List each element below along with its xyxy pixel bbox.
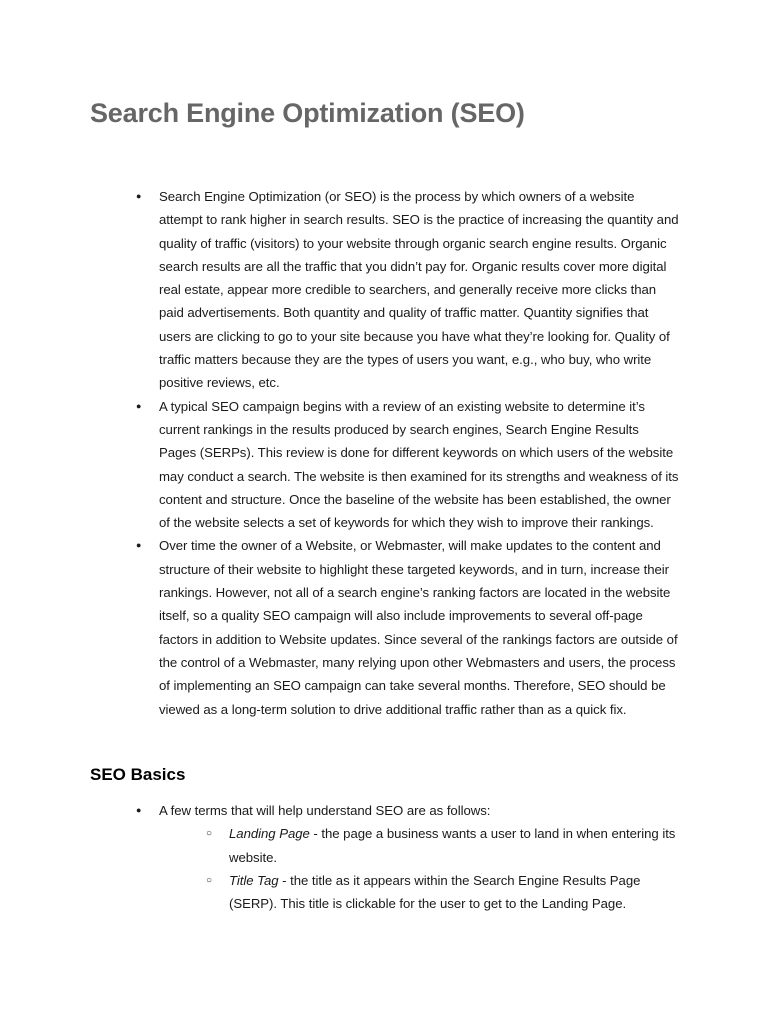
term-definition: - the page a business wants a user to land in when entering its website. [229, 826, 676, 865]
seo-terms-list [159, 822, 679, 915]
seo-basics-bullet [159, 799, 679, 915]
document-title: Search Engine Optimization (SEO) [90, 98, 525, 128]
intro-bullet-list [159, 185, 679, 721]
term-name: Landing Page [229, 826, 310, 842]
intro-bullet: ● Search Engine Optimization (or SEO) is the process by which owners of a website attempt to rank higher in search results. SEO is the practice of increasing the quantity and quality of traffic (visitors) to your website through organic search engine results. Organic search results are all the traffic that you didn’t pay for. Organic results cover more digital real estate, appear more credible to searchers, and generally receive more clicks than paid advertisements. Both quantity and quality of traffic matter. Quantity signifies that users are clicking to go to your site because you have what they’re looking for. Quality of traffic matters because they are the types of users you want, e.g., who buy, who write positive reviews, etc. [159, 185, 679, 395]
seo-basics-list [159, 799, 679, 915]
intro-bullet: ● A typical SEO campaign begins with a review of an existing website to determine it’s current rankings in the results produced by search engines, Search Engine Results Pages (SERPs). This review is done for different keywords on which users of the website may conduct a search. The website is then examined for its strengths and weakness of its content and structure. Once the baseline of the website has been established, the owner of the website selects a set of keywords for which they wish to improve their rankings. [159, 395, 679, 535]
seo-basics-lead-text: A few terms that will help understand SEO are as follows: [159, 803, 491, 818]
seo-basics-heading: SEO Basics [90, 765, 186, 784]
intro-bullet: ● Over time the owner of a Website, or Webmaster, will make updates to the content and structure of their website to highlight these targeted keywords, and in turn, increase their rankings. However, not all of a search engine’s ranking factors are located in the website itself, so a quality SEO campaign will also include improvements to several off-page factors in addition to Website updates. Since several of the rankings factors are outside of the control of a Webmaster, many relying upon other Webmasters and users, the process of implementing an SEO campaign can take several months. Therefore, SEO should be viewed as a long-term solution to drive additional traffic rather than as a quick fix. [159, 534, 679, 720]
term-name: Title Tag [229, 872, 279, 888]
term-item-title-tag [229, 869, 679, 916]
term-item-landing-page [229, 822, 679, 869]
term-definition: - the title as it appears within the Search Engine Results Page (SERP). This title is clickable for the user to get to the Landing Page. [229, 872, 641, 912]
